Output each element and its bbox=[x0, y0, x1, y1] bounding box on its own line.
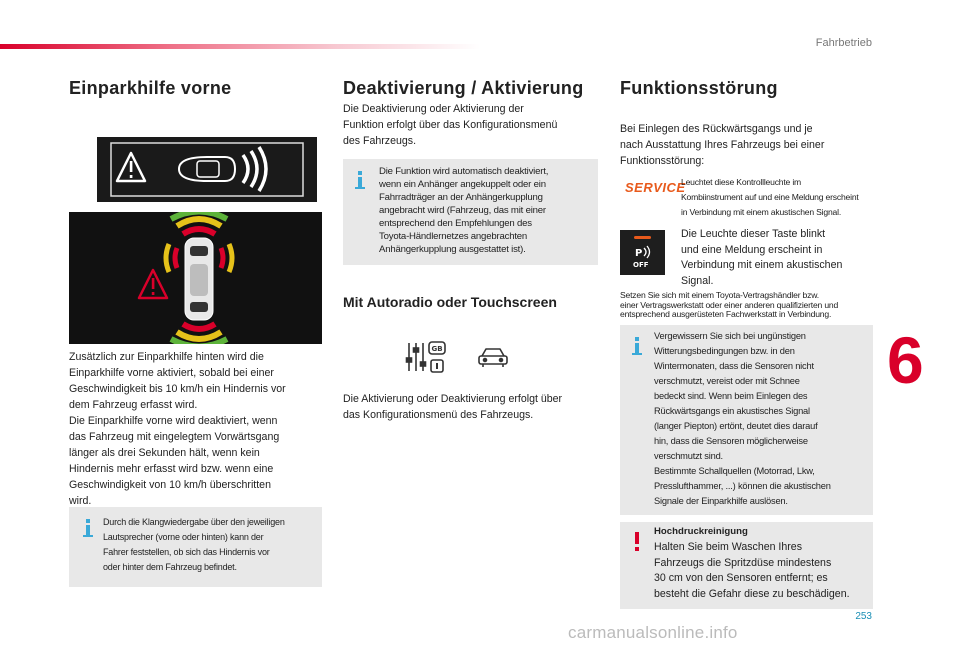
col1-info-box bbox=[69, 507, 322, 587]
parking-sensor-graphic bbox=[69, 212, 322, 344]
col3-info-box bbox=[620, 325, 873, 515]
off-label: OFF bbox=[633, 261, 649, 269]
parking-sensor-off-button bbox=[620, 230, 665, 275]
chapter-number: 6 bbox=[887, 323, 924, 397]
col2-subtitle: Mit Autoradio oder Touchscreen bbox=[343, 294, 557, 310]
warning-text: Halten Sie beim Waschen Ihres Fahrzeugs die Spritzdüse mindestens 30 cm von den Sensoren entfernt; es besteht die Gefahr diese zu beschädigen. bbox=[654, 541, 850, 600]
dashboard-display-image bbox=[97, 137, 317, 202]
service-warning-light-icon: SERVICE bbox=[625, 180, 686, 195]
col2-title: Deaktivierung / Aktivierung bbox=[343, 78, 584, 98]
watermark: carmanualsonline.info bbox=[568, 623, 738, 642]
car-top-view-icon bbox=[185, 238, 213, 320]
button-text: Die Leuchte dieser Taste blinkt und eine Meldung erscheint in Verbindung mit einem akustischen Signal. bbox=[681, 228, 843, 287]
front-sensor-arcs bbox=[171, 212, 227, 234]
info-icon bbox=[83, 519, 93, 537]
svg-text:P: P bbox=[635, 248, 643, 259]
car-icon bbox=[477, 345, 509, 369]
section-title: Fahrbetrieb bbox=[815, 37, 872, 49]
service-text: Leuchtet diese Kontrollleuchte im Kombiinstrument auf und eine Meldung erscheint in Verbindung mit einem akustischen Signal. bbox=[681, 177, 859, 217]
warning-title: Hochdruckreinigung bbox=[654, 526, 748, 537]
col1-info-text: Durch die Klangwiedergabe über den jeweiligen Lautsprecher (vorne oder hinten) kann der Fahrer feststellen, ob sich das Hindernis vor oder hinter dem Fahrzeug befindet. bbox=[103, 517, 285, 572]
header-accent-bar bbox=[0, 44, 480, 49]
col3-title: Funktionsstörung bbox=[620, 78, 778, 98]
col2-info-box bbox=[343, 159, 598, 265]
page-number: 253 bbox=[855, 611, 872, 622]
car-top-view-small-icon bbox=[179, 157, 235, 181]
info-icon bbox=[355, 171, 365, 189]
col3-intro: Bei Einlegen des Rückwärtsgangs und je nach Ausstattung Ihres Fahrzeugs bei einer Funktionsstörung: bbox=[620, 123, 825, 167]
sensor-arcs-small bbox=[243, 147, 266, 191]
col2-info-text: Die Funktion wird automatisch deaktiviert, wenn ein Anhänger angekuppelt oder ein Fahrradträger an der Anhängerkupplung angebracht wird (Fahrzeug, das mit einer entsprechend den Empfehlungen des Toyota-Händlernetzes angebrachten Anhängerkupplung ausgestattet ist). bbox=[379, 166, 549, 255]
info-icon bbox=[632, 337, 642, 355]
settings-sliders-icon bbox=[405, 340, 447, 374]
svg-text:GB: GB bbox=[431, 345, 443, 353]
dashboard-display-graphic bbox=[97, 137, 317, 202]
col3-info-text: Vergewissern Sie sich bei ungünstigen Witterungsbedingungen bzw. in den Wintermonaten, dass die Sensoren nicht verschmutzt, vereist oder mit Schnee bedeckt sind. Wenn beim Einlegen des Rückwärtsgangs ein akustisches Signal (langer Piepton) ertönt, deutet dies darauf hin, dass die Sensoren möglicherweise verschmutzt sind. Bestimmte Schallquellen (Motorrad, Lkw, Presslufthammer, ...) können die akustischen Signale der Einparkhilfe auslösen. bbox=[654, 331, 831, 506]
col2-intro: Die Deaktivierung oder Aktivierung der Funktion erfolgt über das Konfigurationsmenü des Fahrzeugs. bbox=[343, 103, 558, 147]
rear-sensor-arcs bbox=[171, 324, 227, 344]
dealer-text: Setzen Sie sich mit einem Toyota-Vertragshändler bzw. einer Vertragswerkstatt oder einer anderen qualifizierten und entsprechend ausgerüsteten Fachwerkstatt in Verbindung. bbox=[620, 290, 839, 320]
parking-sensor-display-image bbox=[69, 212, 322, 344]
col3-warning-box bbox=[620, 522, 873, 609]
col1-paragraph: Zusätzlich zur Einparkhilfe hinten wird die Einparkhilfe vorne aktiviert, sobald bei einer Geschwindigkeit bis 10 km/h ein Hindernis vor dem Fahrzeug erfasst wird. Die Einparkhilfe vorne wird deaktiviert, wenn das Fahrzeug mit eingelegtem Vorwärtsgang länger als drei Sekunden hält, wenn kein Hindernis mehr erfasst wird bzw. wenn eine Geschwindigkeit von 10 km/h überschritten wird. bbox=[69, 351, 286, 507]
warning-triangle-red-icon bbox=[139, 270, 167, 298]
warning-triangle-icon bbox=[117, 153, 145, 181]
col2-outro: Die Aktivierung oder Deaktivierung erfolgt über das Konfigurationsmenü des Fahrzeugs. bbox=[343, 393, 563, 421]
col1-title: Einparkhilfe vorne bbox=[69, 78, 232, 98]
exclamation-icon bbox=[634, 532, 640, 552]
